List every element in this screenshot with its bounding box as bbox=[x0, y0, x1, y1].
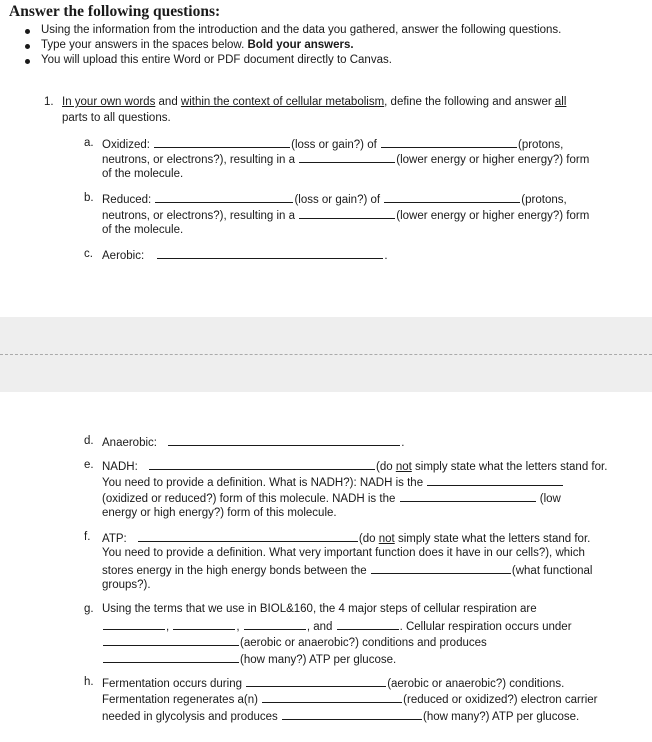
item-a-line3: of the molecule. bbox=[102, 168, 184, 180]
item-label: a. bbox=[84, 137, 94, 149]
item-a-line2: neutrons, or electrons?), resulting in a (lower energy or higher energy?) form bbox=[102, 151, 589, 168]
item-label: c. bbox=[84, 248, 93, 260]
item-label: f. bbox=[84, 531, 91, 543]
item-e-line1: NADH: (do not simply state what the letters stand for. bbox=[102, 458, 607, 475]
item-b-line2: neutrons, or electrons?), resulting in a (lower energy or higher energy?) form bbox=[102, 207, 589, 224]
answer-blank[interactable] bbox=[246, 675, 386, 687]
page-heading: Answer the following questions: bbox=[9, 3, 221, 20]
answer-blank[interactable] bbox=[103, 651, 239, 663]
item-label: d. bbox=[84, 435, 94, 447]
item-b-line1: Reduced: (loss or gain?) of (protons, bbox=[102, 191, 567, 208]
instruction-bullet: Using the information from the introduction and the data you gathered, answer the following questions. bbox=[41, 24, 562, 36]
item-d-line1: Anaerobic: . bbox=[102, 434, 404, 451]
answer-blank[interactable] bbox=[168, 434, 400, 446]
item-g-line3: (aerobic or anaerobic?) conditions and produces bbox=[102, 634, 487, 651]
answer-blank[interactable] bbox=[299, 207, 395, 219]
item-label: b. bbox=[84, 192, 94, 204]
answer-blank[interactable] bbox=[299, 151, 395, 163]
answer-blank[interactable] bbox=[154, 136, 290, 148]
instruction-bullet: You will upload this entire Word or PDF document directly to Canvas. bbox=[41, 54, 392, 66]
question-1-prompt-cont: parts to all questions. bbox=[62, 112, 171, 124]
item-e-line4: energy or high energy?) form of this molecule. bbox=[102, 507, 337, 519]
item-g-line1: Using the terms that we use in BIOL&160, the 4 major steps of cellular respiration are bbox=[102, 603, 537, 615]
item-f-line2: You need to provide a definition. What very important function does it have in our cells?), which bbox=[102, 547, 585, 559]
answer-blank[interactable] bbox=[155, 191, 293, 203]
item-e-line3: (oxidized or reduced?) form of this molecule. NADH is the (low bbox=[102, 490, 561, 507]
answer-blank[interactable] bbox=[138, 530, 358, 542]
item-f-line1: ATP: (do not simply state what the letters stand for. bbox=[102, 530, 590, 547]
answer-blank[interactable] bbox=[427, 474, 563, 486]
item-a-line1: Oxidized: (loss or gain?) of (protons, bbox=[102, 136, 563, 153]
answer-blank[interactable] bbox=[262, 691, 402, 703]
item-e-line2: You need to provide a definition. What is NADH?): NADH is the bbox=[102, 474, 564, 491]
answer-blank[interactable] bbox=[371, 562, 511, 574]
item-label: e. bbox=[84, 459, 94, 471]
answer-blank[interactable] bbox=[384, 191, 520, 203]
answer-blank[interactable] bbox=[149, 458, 375, 470]
instruction-bullet: Type your answers in the spaces below. Bold your answers. bbox=[41, 39, 354, 51]
answer-blank[interactable] bbox=[381, 136, 517, 148]
answer-blank[interactable] bbox=[173, 618, 235, 630]
answer-blank[interactable] bbox=[400, 490, 536, 502]
answer-blank[interactable] bbox=[103, 618, 165, 630]
item-g-line2: , , , and . Cellular respiration occurs under bbox=[102, 618, 572, 635]
item-label: g. bbox=[84, 603, 94, 615]
question-number: 1. bbox=[44, 96, 54, 108]
item-f-line4: groups?). bbox=[102, 579, 151, 591]
item-g-line4: (how many?) ATP per glucose. bbox=[102, 651, 396, 668]
page-break-line bbox=[0, 354, 652, 355]
item-h-line1: Fermentation occurs during (aerobic or anaerobic?) conditions. bbox=[102, 675, 564, 692]
question-1-prompt: In your own words and within the context of cellular metabolism, define the following and answer all bbox=[62, 96, 567, 108]
item-b-line3: of the molecule. bbox=[102, 224, 184, 236]
answer-blank[interactable] bbox=[282, 708, 422, 720]
answer-blank[interactable] bbox=[157, 247, 383, 259]
item-label: h. bbox=[84, 676, 94, 688]
item-c-line1: Aerobic: . bbox=[102, 247, 388, 264]
item-h-line3: needed in glycolysis and produces (how many?) ATP per glucose. bbox=[102, 708, 579, 725]
item-f-line3: stores energy in the high energy bonds between the (what functional bbox=[102, 562, 592, 579]
answer-blank[interactable] bbox=[103, 634, 239, 646]
item-h-line2: Fermentation regenerates a(n) (reduced or oxidized?) electron carrier bbox=[102, 691, 597, 708]
answer-blank[interactable] bbox=[244, 618, 306, 630]
answer-blank[interactable] bbox=[337, 618, 399, 630]
